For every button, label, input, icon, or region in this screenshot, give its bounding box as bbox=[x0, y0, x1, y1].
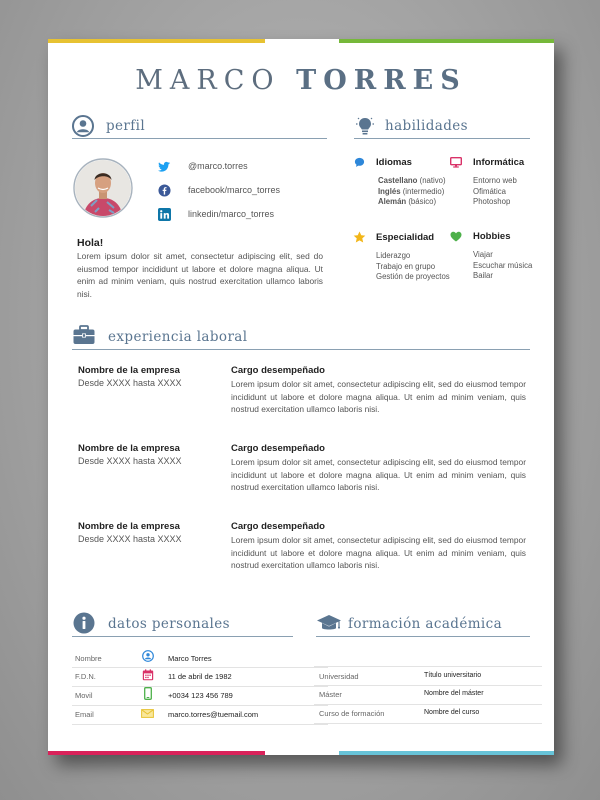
resume-name bbox=[48, 65, 554, 96]
resume-page bbox=[48, 39, 554, 755]
habilidades-rule bbox=[354, 138, 530, 139]
formacion-title: formación académica bbox=[348, 616, 503, 632]
datos-title: datos personales bbox=[108, 616, 230, 632]
job-company: Nombre de la empresa bbox=[78, 521, 180, 532]
datos-value: Marco Torres bbox=[168, 654, 212, 663]
monitor-icon bbox=[450, 157, 462, 168]
profile-photo bbox=[73, 158, 133, 218]
star-icon bbox=[353, 231, 366, 243]
datos-row bbox=[72, 648, 328, 667]
twitter-icon bbox=[158, 160, 171, 173]
experiencia-section-icon bbox=[73, 325, 95, 345]
skill-item: Trabajo en grupo bbox=[376, 261, 436, 271]
skill-list-hobbies bbox=[473, 250, 532, 282]
facebook-icon bbox=[158, 184, 171, 197]
perfil-rule bbox=[72, 138, 327, 139]
graduation-cap-icon bbox=[316, 612, 342, 634]
skill-list-informatica bbox=[473, 176, 524, 208]
skill-item: Bailar bbox=[473, 271, 493, 280]
perfil-section-icon bbox=[72, 115, 94, 137]
skill-informatica bbox=[450, 157, 524, 208]
datos-value: marco.torres@tuemail.com bbox=[168, 710, 259, 719]
datos-row bbox=[72, 686, 328, 705]
skill-item: Gestión de proyectos bbox=[376, 272, 450, 281]
datos-rule bbox=[72, 636, 293, 637]
datos-value: +0034 123 456 789 bbox=[168, 691, 233, 700]
bottom-bar-cyan bbox=[339, 751, 554, 755]
row-divider bbox=[314, 723, 542, 724]
profile-text: Lorem ipsum dolor sit amet, consectetur adipiscing elit, sed do eiusmod tempor incididunt ut labore et dolore magna aliqua. Ut enim ad minim veniam, quis nostrud exercitation ullamco laboris nisi. bbox=[77, 251, 323, 299]
calendar-icon bbox=[142, 669, 154, 681]
social-links bbox=[158, 154, 280, 226]
info-icon bbox=[73, 612, 95, 634]
envelope-icon bbox=[141, 709, 154, 718]
job-company: Nombre de la empresa bbox=[78, 365, 180, 376]
briefcase-icon bbox=[73, 325, 95, 345]
linkedin-text: linkedin/marco_torres bbox=[188, 209, 275, 219]
formacion-row bbox=[314, 666, 542, 685]
formacion-value: Nombre del máster bbox=[424, 690, 484, 697]
skill-item: Viajar bbox=[473, 250, 493, 259]
datos-label: Nombre bbox=[75, 654, 102, 663]
linkedin-link[interactable] bbox=[158, 202, 280, 226]
skill-title-hobbies: Hobbies bbox=[473, 231, 511, 242]
datos-section-icon bbox=[73, 612, 95, 634]
skill-list-especialidad bbox=[376, 251, 450, 283]
job-role: Cargo desempeñado bbox=[231, 521, 325, 532]
greeting: Hola! bbox=[77, 237, 104, 249]
last-name: TORRES bbox=[296, 65, 467, 96]
datos-label: Movil bbox=[75, 691, 93, 700]
formacion-value: Título universitario bbox=[424, 672, 482, 679]
language-item: Castellano (nativo) bbox=[378, 176, 446, 185]
job-role: Cargo desempeñado bbox=[231, 443, 325, 454]
skill-title-informatica: Informática bbox=[473, 157, 525, 168]
datos-label: Email bbox=[75, 710, 94, 719]
top-bar-yellow bbox=[48, 39, 265, 43]
experiencia-title: experiencia laboral bbox=[108, 329, 248, 345]
linkedin-icon bbox=[158, 208, 171, 221]
bottom-bar-pink bbox=[48, 751, 265, 755]
lightbulb-icon bbox=[354, 115, 376, 137]
formacion-rule bbox=[316, 636, 530, 637]
perfil-title: perfil bbox=[106, 118, 146, 134]
job-dates: Desde XXXX hasta XXXX bbox=[78, 456, 182, 466]
datos-row bbox=[72, 705, 328, 724]
skill-hobbies bbox=[450, 231, 532, 282]
formacion-row bbox=[314, 685, 542, 704]
mobile-phone-icon bbox=[144, 687, 152, 700]
facebook-text: facebook/marco_torres bbox=[188, 185, 281, 195]
twitter-link[interactable] bbox=[158, 154, 280, 178]
language-item: Inglés (intermedio) bbox=[378, 186, 445, 196]
skill-item: Photoshop bbox=[473, 197, 511, 206]
job-dates: Desde XXXX hasta XXXX bbox=[78, 534, 182, 544]
top-bar-green bbox=[339, 39, 554, 43]
experiencia-rule bbox=[72, 349, 530, 350]
skill-item: Entorno web bbox=[473, 176, 517, 185]
speech-bubble-icon bbox=[354, 157, 365, 168]
skill-item: Liderazgo bbox=[376, 251, 411, 260]
habilidades-section-icon bbox=[354, 115, 376, 137]
person-circle-icon bbox=[72, 115, 94, 137]
skill-item: Ofimática bbox=[473, 186, 506, 196]
datos-row bbox=[72, 667, 328, 686]
formacion-section-icon bbox=[316, 612, 342, 634]
language-item: Alemán (básico) bbox=[378, 197, 437, 206]
job-role: Cargo desempeñado bbox=[231, 365, 325, 376]
twitter-text: @marco.torres bbox=[188, 161, 248, 171]
formacion-value: Nombre del curso bbox=[424, 709, 480, 716]
skill-title-especialidad: Especialidad bbox=[376, 231, 435, 243]
formacion-row bbox=[314, 704, 542, 723]
row-divider bbox=[72, 724, 328, 725]
heart-icon bbox=[450, 231, 462, 242]
skill-title-idiomas: Idiomas bbox=[376, 157, 412, 168]
skill-especialidad bbox=[353, 231, 450, 283]
datos-label: F.D.N. bbox=[75, 672, 96, 681]
skill-idiomas bbox=[354, 157, 446, 208]
job-description: Lorem ipsum dolor sit amet, consectetur adipiscing elit, sed do eiusmod tempor incididunt ut labore et dolore magna aliqua. Ut enim ad minim veniam, quis nostrud exercitation ullamco laboris nisi. bbox=[231, 535, 526, 570]
skill-list-idiomas bbox=[378, 176, 446, 208]
job-description: Lorem ipsum dolor sit amet, consectetur adipiscing elit, sed do eiusmod tempor incididunt ut labore et dolore magna aliqua. Ut enim ad minim veniam, quis nostrud exercitation ullamco laboris nisi. bbox=[231, 379, 526, 414]
job-dates: Desde XXXX hasta XXXX bbox=[78, 378, 182, 388]
person-icon bbox=[142, 650, 154, 662]
facebook-link[interactable] bbox=[158, 178, 280, 202]
job-company: Nombre de la empresa bbox=[78, 443, 180, 454]
skill-item: Escuchar música bbox=[473, 260, 533, 270]
job-description: Lorem ipsum dolor sit amet, consectetur adipiscing elit, sed do eiusmod tempor incididunt ut labore et dolore magna aliqua. Ut enim ad minim veniam, quis nostrud exercitation ullamco laboris nisi. bbox=[231, 457, 526, 492]
habilidades-title: habilidades bbox=[385, 118, 468, 134]
formacion-label: Universidad bbox=[319, 672, 359, 681]
formacion-label: Curso de formación bbox=[319, 709, 385, 718]
datos-value: 11 de abril de 1982 bbox=[168, 672, 232, 681]
formacion-label: Máster bbox=[319, 690, 342, 699]
first-name: MARCO bbox=[135, 65, 281, 96]
